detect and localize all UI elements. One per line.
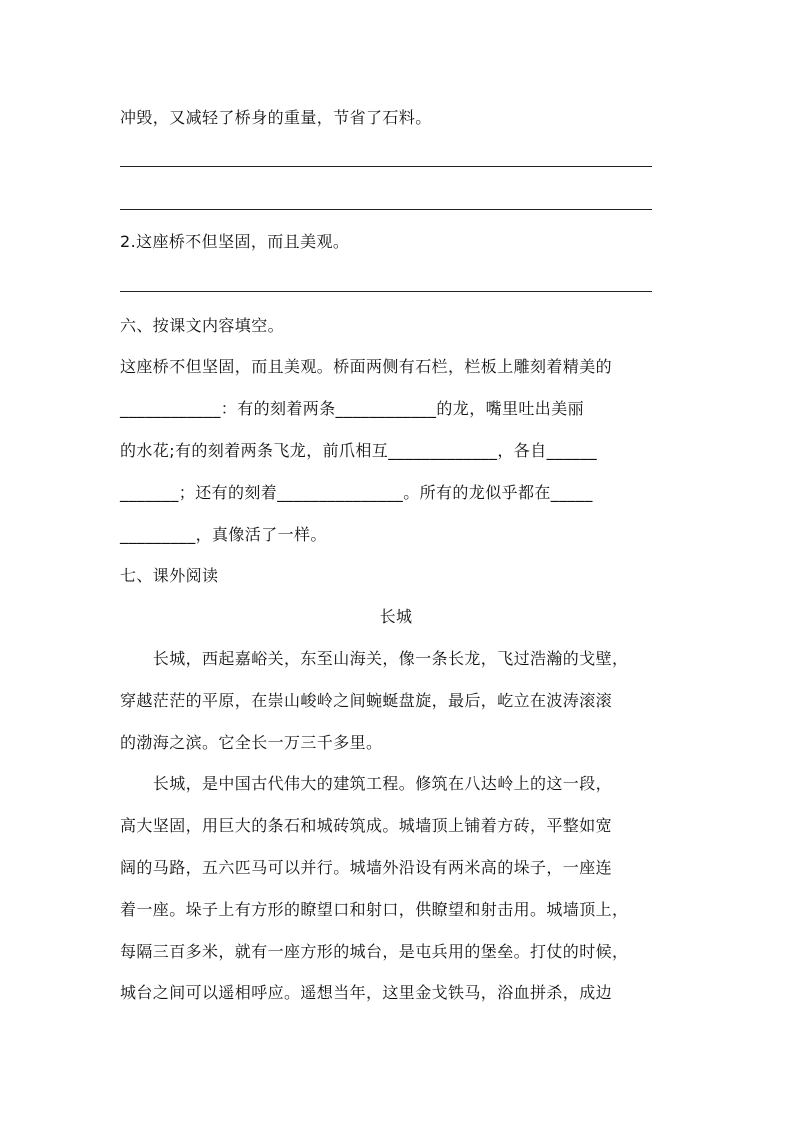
fill-blank-line: 这座桥不但坚固，而且美观。桥面两侧有石栏，栏板上雕刻着精美的 bbox=[120, 357, 613, 376]
fill-blank-line: _______；还有的刻着_______________。所有的龙似乎都在_____ bbox=[120, 483, 593, 502]
reading-title: 长城 bbox=[379, 607, 413, 626]
reading-line: 的渤海之滨。它全长一万三千多里。 bbox=[120, 733, 383, 752]
question-item-2: 2.这座桥不但坚固，而且美观。 bbox=[120, 232, 350, 251]
fill-blank-line: _________，真像活了一样。 bbox=[120, 525, 327, 544]
reading-line: 长城，是中国古代伟大的建筑工程。修筑在八达岭上的这一段， bbox=[120, 774, 613, 793]
reading-line: 长城，西起嘉峪关，东至山海关，像一条长龙，飞过浩瀚的戈壁， bbox=[120, 649, 629, 668]
passage-line: 冲毁，又减轻了桥身的重量，节省了石料。 bbox=[120, 108, 432, 127]
reading-line: 着一座。垛子上有方形的瞭望口和射口，供瞭望和射击用。城墙顶上， bbox=[120, 900, 629, 919]
fill-blank-line: 的水花;有的刻着两条飞龙，前爪相互_____________，各自______ bbox=[120, 441, 597, 460]
answer-line[interactable] bbox=[120, 209, 652, 210]
section-heading-6: 六、按课文内容填空。 bbox=[120, 316, 285, 335]
section-heading-7: 七、课外阅读 bbox=[120, 566, 219, 585]
reading-line: 阔的马路，五六匹马可以并行。城墙外沿设有两米高的垛子，一座连 bbox=[120, 858, 613, 877]
reading-line: 穿越茫茫的平原，在崇山峻岭之间蜿蜒盘旋，最后，屹立在波涛滚滚 bbox=[120, 691, 613, 710]
answer-line[interactable] bbox=[120, 291, 652, 292]
reading-line: 高大坚固，用巨大的条石和城砖筑成。城墙顶上铺着方砖，平整如宽 bbox=[120, 816, 613, 835]
answer-line[interactable] bbox=[120, 166, 652, 167]
reading-line: 每隔三百多米，就有一座方形的城台，是屯兵用的堡垒。打仗的时候， bbox=[120, 942, 629, 961]
fill-blank-line: ____________：有的刻着两条____________的龙，嘴里吐出美丽 bbox=[120, 399, 585, 418]
reading-line: 城台之间可以遥相呼应。遥想当年，这里金戈铁马，浴血拼杀，成边 bbox=[120, 983, 613, 1002]
